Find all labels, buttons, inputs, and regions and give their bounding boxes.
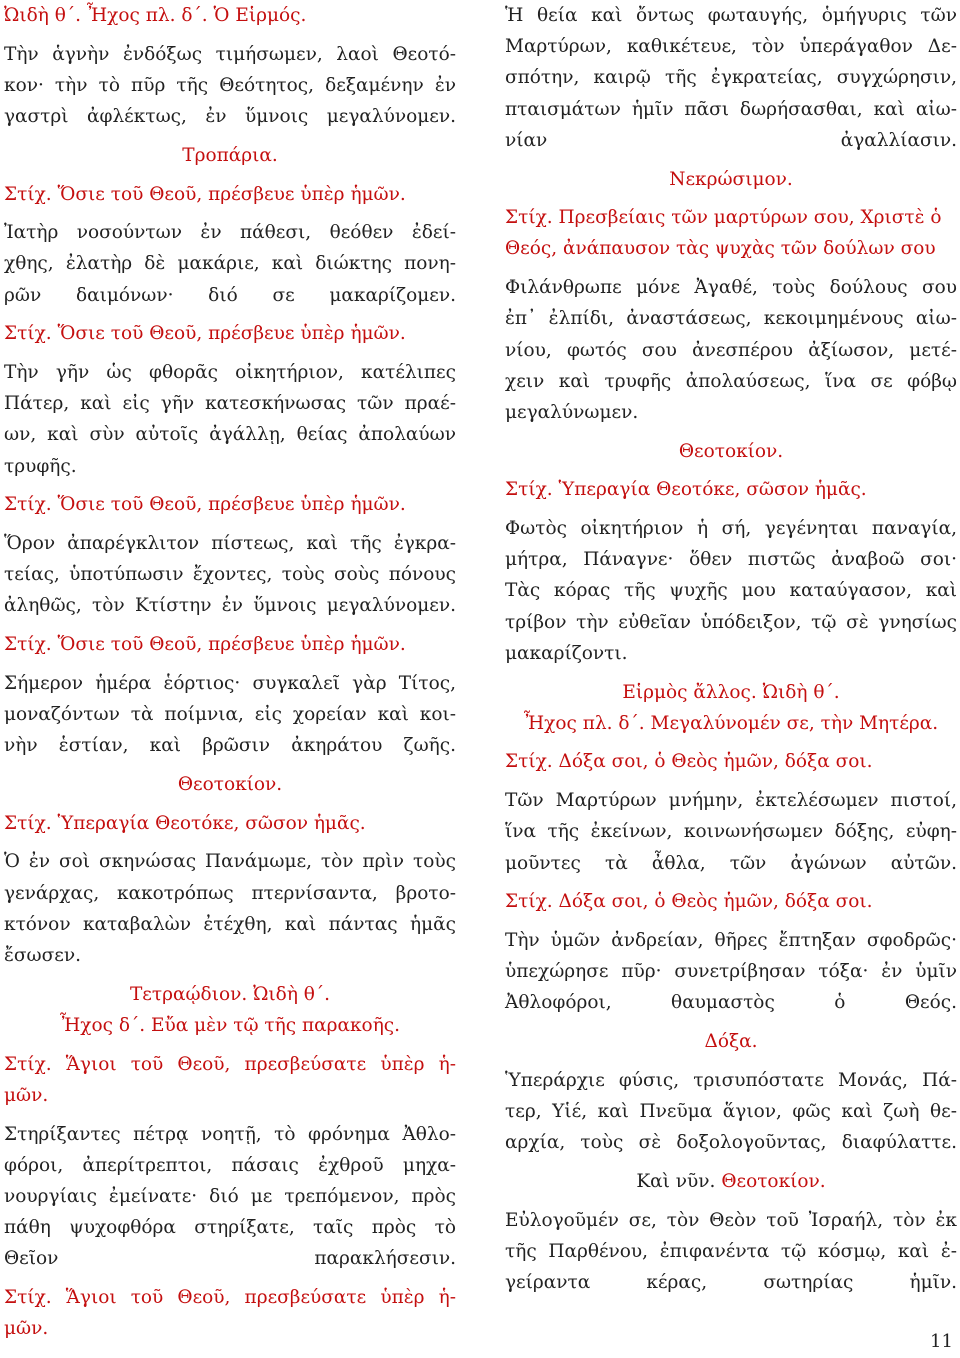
text-line: ὑπεχώρησε πῦρ· συνετρίβησαν τόξα· ἐν ὑμῖν [505, 961, 957, 983]
kai-nyn-heading [505, 1166, 957, 1197]
text-line: ἔσωσεν. [4, 944, 81, 966]
text-line: μοναζόντων τὰ ποίμνια, εἰς χορείαν καὶ κοι- [4, 704, 456, 726]
troparia-heading: Τροπάρια. [182, 144, 278, 166]
verse-line: Στίχ. Ὅσιε τοῦ Θεοῦ, πρέσβευε ὑπὲρ ἡμῶν. [4, 183, 406, 205]
troparion-text [4, 528, 456, 622]
text-line: μῶν. [4, 1318, 49, 1340]
text-line: τρίβον τὴν εὐθεῖαν ὑπόδειξον, τῷ σὲ γνησίως [505, 611, 957, 633]
verse-line: Στίχ. Δόξα σοι, ὁ Θεὸς ἡμῶν, δόξα σοι. [505, 891, 873, 913]
text-line: τρυφῆς. [4, 455, 77, 477]
text-line: Ἦχος πλ. δ΄. Μεγαλύνομέν σε, τὴν Μητέρα. [523, 712, 939, 734]
ode-heading [4, 0, 456, 31]
text-line: νουργίαις ἐμείνατε· διό με τρεπόμενον, πρὸς [4, 1185, 456, 1207]
verse-line: Στίχ. Δόξα σοι, ὁ Θεὸς ἡμῶν, δόξα σοι. [505, 751, 873, 773]
text-line: Ἀθλοφόροι, θαυμαστὸς ὁ Θεός. [505, 992, 957, 1014]
text-line: Ὁ ἐν σοὶ σκηνώσας Πανάμωμε, τὸν πρὶν τοὺς [4, 851, 456, 873]
text-line: Τὴν ἁγνὴν ἐνδόξως τιμήσωμεν, λαοὶ Θεοτό- [4, 43, 456, 65]
tetraodion-heading [4, 979, 456, 1041]
text-line: τείας, ὑποτύπωσιν ἔχοντες, τοὺς σοὺς πόνους [4, 564, 456, 586]
text-line: Ὅρον ἀπαρέγκλιτον πίστεως, καὶ τῆς ἐγκρα- [4, 533, 456, 555]
verse-line: Στίχ. Ὅσιε τοῦ Θεοῦ, πρέσβευε ὑπὲρ ἡμῶν. [4, 634, 406, 656]
text-line: Ἡ θεία καὶ ὄντως φωταυγής, ὁμήγυρις τῶν [505, 5, 957, 26]
text-line: πταισμάτων ἡμῖν πᾶσι δωρήσασθαι, καὶ αἰω- [505, 98, 957, 120]
text-line: ρῶν δαιμόνων· διό σε μακαρίζομεν. [4, 284, 456, 306]
text-line: Ὠιδὴ θ΄. Ἦχος πλ. δ΄. Ὁ Εἱρμός. [4, 5, 307, 26]
text-line: νίαν ἀγαλλίασιν. [505, 129, 957, 151]
text-line: ων, καὶ σὺν αὐτοῖς ἀγάλλῃ, θείας ἀπολαύων [4, 424, 456, 446]
troparion-text [505, 1065, 957, 1159]
text-line: τερ, Υἱέ, καὶ Πνεῦμα ἅγιον, φῶς καὶ ζωὴ θε- [505, 1101, 957, 1122]
text-line: χθης, ἐλατὴρ δὲ μακάριε, καὶ διώκτης πονη- [4, 253, 456, 275]
text-line: μοῦντες τὰ ἆθλα, τῶν ἀγώνων αὐτῶν. [505, 852, 957, 874]
text-line: μήτρα, Πάναγνε· ὅθεν πιστῶς ἀναβοῶ σοι· [505, 549, 957, 571]
troparion-text [4, 1119, 456, 1275]
text-line: Σήμερον ἡμέρα ἑόρτιος· συγκαλεῖ γὰρ Τίτος, [4, 672, 456, 694]
text-line: Ἰατὴρ νοσούντων ἐν πάθεσι, θεόθεν ἐδεί- [4, 222, 456, 244]
text-line: νίου, φωτός σου ἀνεσπέρου ἀξίωσον, μετέ- [505, 339, 957, 361]
text-line: μεγαλύνωμεν. [505, 401, 639, 423]
troparion-text [4, 668, 456, 762]
text-line: Πάτερ, καὶ εἰς γῆν κατεσκήνωσας τῶν πραέ- [4, 393, 456, 415]
text-line: Εὐλογοῦμέν σε, τὸν Θεὸν τοῦ Ἰσραήλ, τὸν ἐκ [505, 1209, 957, 1231]
text-line: χειν καὶ τρυφῆς ἀπολαύσεως, ἵνα σε φόβῳ [505, 370, 957, 392]
theotokion-label: Θεοτοκίον. [721, 1170, 826, 1192]
kai-nyn-label: Καὶ νῦν. [636, 1170, 716, 1192]
text-line: Τὴν γῆν ὡς φθορᾶς οἰκητήριον, κατέλιπες [4, 362, 456, 384]
theotokion-text [4, 846, 456, 971]
text-line: Τὴν ὑμῶν ἀνδρείαν, θῆρες ἔπτηξαν σφοδρῶς· [505, 929, 957, 951]
text-line: Στίχ. Πρεσβείαις τῶν μαρτύρων σου, Χριστὲ ὁ [505, 207, 942, 229]
text-line: Τῶν Μαρτύρων μνήμην, ἐκτελέσωμεν πιστοί, [505, 790, 957, 812]
text-line: τῆς Παρθένου, ἐπιφανέντα τῷ κόσμῳ, καὶ ἐ- [505, 1240, 957, 1262]
text-line: Τὰς κόρας τῆς ψυχῆς μου καταύγασον, καὶ [505, 580, 957, 602]
text-line: Στίχ. Ἅγιοι τοῦ Θεοῦ, πρεσβεύσατε ὑπὲρ ἡ- [4, 1053, 456, 1075]
heirmos-heading [505, 677, 957, 739]
text-line: Στίχ. Ἅγιοι τοῦ Θεοῦ, πρεσβεύσατε ὑπὲρ ἡ- [4, 1287, 456, 1309]
text-line: Εἱρμὸς ἄλλος. Ὠιδὴ θ΄. [622, 681, 840, 703]
text-line: Μαρτύρων, καθικέτευε, τὸν ὑπεράγαθον Δε- [505, 36, 957, 58]
doxa-heading: Δόξα. [704, 1031, 758, 1053]
text-line: πάθη ψυχοφθόρα στηρίξατε, ταῖς πρὸς τὸ [4, 1217, 456, 1239]
verse-line [505, 202, 957, 264]
verse-line [4, 1049, 456, 1111]
text-line: ἵνα τῆς ἐκείνων, κοινωνήσωμεν δόξης, εὐφη- [505, 821, 957, 843]
troparion-text [4, 357, 456, 482]
text-line: κτόνον καταβαλὼν ἐτέχθη, καὶ πάντας ἡμᾶς [4, 913, 456, 935]
text-line: μῶν. [4, 1084, 49, 1106]
page-number: 11 [930, 1331, 953, 1352]
verse-line: Στίχ. Ὅσιε τοῦ Θεοῦ, πρέσβευε ὑπὲρ ἡμῶν. [4, 494, 406, 516]
right-column [505, 0, 957, 1306]
text-line: Θεῖον παρακλήσεσιν. [4, 1248, 456, 1270]
text-line: σπότην, καιρῷ τῆς ἐγκρατείας, συγχώρησιν, [505, 67, 957, 89]
troparion-text [505, 272, 957, 428]
theotokion-text [505, 1205, 957, 1299]
verse-line [4, 1282, 456, 1344]
left-column [4, 0, 456, 1352]
text-line: Ὑπεράρχιε φύσις, τρισυπόστατε Μονάς, Πά- [505, 1069, 957, 1091]
theotokion-text [505, 513, 957, 669]
troparion-text [505, 785, 957, 879]
verse-line: Στίχ. Ὑπεραγία Θεοτόκε, σῶσον ἡμᾶς. [4, 812, 366, 834]
heirmos-text [4, 39, 456, 133]
verse-line: Στίχ. Ὅσιε τοῦ Θεοῦ, πρέσβευε ὑπὲρ ἡμῶν. [4, 323, 406, 345]
text-line: Ἦχος δ΄. Εὔα μὲν τῷ τῆς παρακοῆς. [59, 1014, 401, 1036]
text-line: ἀληθῶς, τὸν Κτίστην ἐν ὕμνοις μεγαλύνομεν. [4, 595, 456, 617]
text-line: Τετραῴδιον. Ὠιδὴ θ΄. [129, 983, 331, 1005]
text-line: κον· τὴν τὸ πῦρ τῆς Θεότητος, δεξαμένην ἐν [4, 74, 456, 96]
text-line: γείραντα κέρας, σωτηρίας ἡμῖν. [505, 1272, 957, 1294]
text-line: Φιλάνθρωπε μόνε Ἀγαθέ, τοὺς δούλους σου [505, 277, 957, 299]
text-line: ἐπ᾿ ἐλπίδι, ἀναστάσεως, κεκοιμημένους αἰω- [505, 308, 957, 330]
text-line: νὴν ἑστίαν, καὶ βρῶσιν ἀκηράτου ζωῆς. [4, 735, 456, 757]
text-line: φόροι, ἀπερίτρεπτοι, πάσαις ἐχθροῦ μηχα- [4, 1154, 456, 1176]
text-line: Φωτὸς οἰκητήριον ἡ σή, γεγένηται παναγία, [505, 518, 957, 540]
nekrosimon-heading: Νεκρώσιμον. [669, 168, 793, 190]
text-line: Θεός, ἀνάπαυσον τὰς ψυχὰς τῶν δούλων σου [505, 238, 936, 260]
theotokion-heading: Θεοτοκίον. [177, 773, 283, 795]
troparion-text [505, 925, 957, 1019]
text-line: μακαρίζοντι. [505, 642, 628, 664]
troparion-text [4, 217, 456, 311]
theotokion-heading: Θεοτοκίον. [678, 440, 784, 462]
text-line: αρχία, τοὺς σὲ δοξολογοῦντας, διαφύλαττε. [505, 1132, 957, 1154]
verse-line: Στίχ. Ὑπεραγία Θεοτόκε, σῶσον ἡμᾶς. [505, 479, 867, 501]
troparion-text [505, 0, 957, 156]
text-line: Στηρίξαντες πέτρᾳ νοητῇ, τὸ φρόνημα Ἀθλο- [4, 1123, 456, 1145]
text-line: γενάρχας, κακοτρόπως πτερνίσαντα, βροτο- [4, 882, 456, 904]
text-line: γαστρὶ ἀφλέκτως, ἐν ὕμνοις μεγαλύνομεν. [4, 106, 456, 128]
